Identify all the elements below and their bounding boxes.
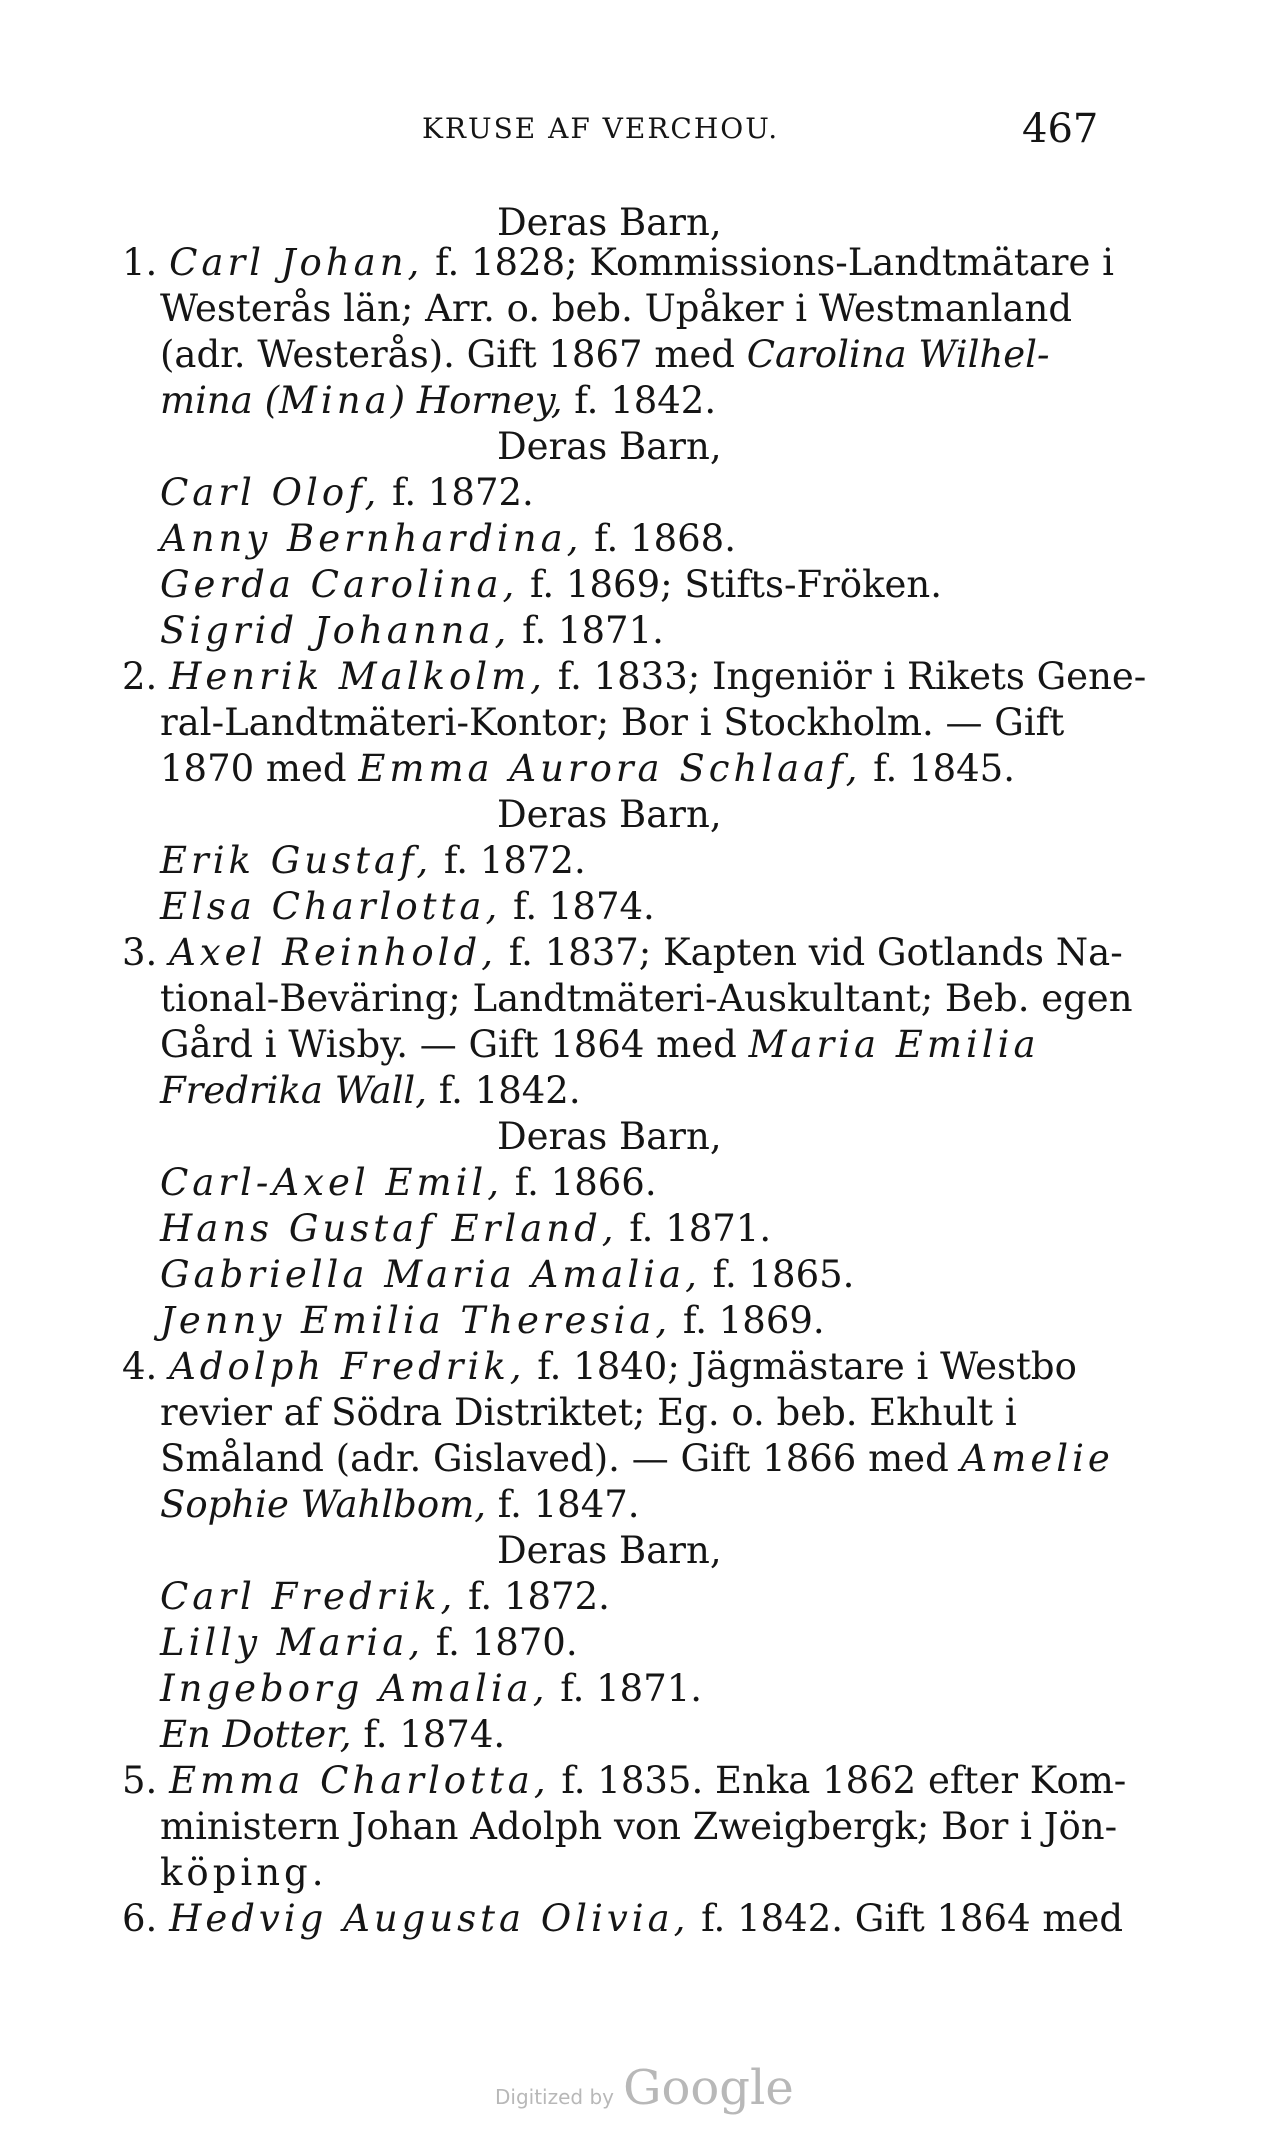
entry-text: f. 1865. [700,1253,855,1296]
entry-line [160,286,1072,332]
entry-line [160,1068,581,1114]
entry-text: f. 1847. [485,1483,640,1526]
entry-text: Westerås län; Arr. o. beb. Upåker i Westmanland [160,287,1073,330]
child-line [160,1160,657,1206]
entry-line [160,1482,640,1528]
entry-text: f. 1868. [582,517,736,560]
entry-text: köping. [160,1851,328,1894]
person-name: Emma Aurora Schlaaf, [358,747,862,790]
person-name: Axel Reinhold, [169,931,497,974]
entry-text: f. 1874. [501,885,655,928]
child-line [160,1252,854,1298]
entry-line [160,1804,1117,1850]
child-line [160,608,664,654]
entry-text: f. 1872. [432,839,586,882]
entry-text: Småland (adr. Gislaved). — Gift 1866 med [160,1437,961,1480]
section-heading [497,1528,722,1574]
person-name: Carl Johan, [169,241,424,284]
child-line [160,838,586,884]
person-name: mina ( [160,379,280,422]
entry-text: f. 1870. [424,1621,578,1664]
entry-text: 1870 med [160,747,359,790]
person-name: Hans Gustaf Erland, [160,1207,618,1250]
watermark-brand: Google [623,2060,794,2116]
entry-text: f. 1874. [351,1713,506,1756]
entry-text: f. 1871. [617,1207,772,1250]
person-name: Lilly Maria, [160,1621,425,1664]
entry-line [122,240,1114,286]
entry-text: f. 1828; Kommissions-Landtmätare i [423,241,1114,284]
entry-text: f. 1840; Jägmästare i Westbo [525,1345,1077,1388]
entry-number: 1. [122,241,158,284]
digitized-watermark [495,2060,794,2116]
heading-text: Deras Barn, [497,425,722,468]
entry-text: ral-Landtmäteri-Kontor; Bor i Stockholm. — Gift [160,701,1065,744]
person-name: Carolina Wilhel- [746,333,1050,376]
entry-line [160,1390,1017,1436]
entry-line [122,654,1146,700]
entry-text: f. 1842. [427,1069,581,1112]
entry-number: 2. [122,655,158,698]
person-name: Carl-Axel Emil, [160,1161,503,1204]
child-line [160,1620,578,1666]
person-name: Amelie [960,1437,1114,1480]
section-heading [497,424,722,470]
person-name: Adolph Fredrik, [169,1345,526,1388]
person-name: ) Horney, [390,379,563,422]
entry-text: ministern Johan Adolph von Zweigbergk; Bor i Jön- [160,1805,1118,1848]
entry-line [160,1850,328,1896]
child-line [160,1298,825,1344]
heading-text: Deras Barn, [497,793,722,836]
child-line [160,1574,610,1620]
entry-number: 3. [122,931,158,974]
person-name: Sophie Wahlbom, [160,1483,486,1526]
entry-text: f. 1872. [380,471,534,514]
entry-line [160,976,1133,1022]
entry-number: 5. [122,1759,158,1802]
child-line [160,1666,702,1712]
person-name: Gerda Carolina, [160,563,519,606]
person-name: Erik Gustaf, [160,839,433,882]
person-name: Ingeborg Amalia, [160,1667,549,1710]
entry-line [122,930,1123,976]
entry-line [122,1344,1077,1390]
entry-text: Gård i Wisby. — Gift 1864 med [160,1023,749,1066]
section-heading [497,1114,722,1160]
entry-line [160,746,1015,792]
person-name: Henrik Malkolm, [169,655,546,698]
entry-text: f. 1835. Enka 1862 efter Kom- [549,1759,1127,1802]
child-line [160,516,736,562]
entry-text: f. 1869. [671,1299,825,1342]
person-name: Emma Charlotta, [169,1759,550,1802]
entry-line [122,1758,1126,1804]
entry-text: f. 1869; Stifts-Fröken. [518,563,942,606]
entry-text: f. 1871. [510,609,664,652]
entry-text: f. 1833; Ingeniör i Rikets Gene- [545,655,1147,698]
running-header: KRUSE AF VERCHOU. [422,112,780,145]
heading-text: Deras Barn, [497,1115,722,1158]
heading-text: Deras Barn, [497,201,722,244]
person-name: Sigrid Johanna, [160,609,511,652]
person-name: En Dotter, [160,1713,352,1756]
entry-text: f. 1871. [548,1667,703,1710]
person-name: Fredrika Wall, [160,1069,428,1112]
entry-text: f. 1842. [562,379,717,422]
section-heading [497,792,722,838]
entry-text: revier af Södra Distriktet; Eg. o. beb. Ekhult i [160,1391,1017,1434]
person-name: Elsa Charlotta, [160,885,502,928]
entry-text: f. 1842. Gift 1864 med [689,1897,1124,1940]
child-line [160,1206,771,1252]
entry-line [122,1896,1123,1942]
child-line [160,470,534,516]
entry-text: (adr. Westerås). Gift 1867 med [160,333,747,376]
entry-number: 6. [122,1897,158,1940]
person-name: Anny Bernhardina, [160,517,583,560]
person-name: Hedvig Augusta Olivia, [169,1897,690,1940]
entry-text: f. 1837; Kapten vid Gotlands Na- [496,931,1123,974]
person-name: Carl Fredrik, [160,1575,457,1618]
child-line [160,1712,505,1758]
entry-number: 4. [122,1345,158,1388]
person-name: Jenny Emilia Theresia, [160,1299,672,1342]
child-line [160,884,655,930]
entry-text: tional-Beväring; Landtmäteri-Auskultant; Beb. egen [160,977,1133,1020]
person-name: Maria Emilia [748,1023,1040,1066]
entry-text: f. 1845. [861,747,1015,790]
watermark-prefix: Digitized by [495,2085,614,2109]
heading-text: Deras Barn, [497,1529,722,1572]
entry-text: f. 1872. [456,1575,610,1618]
child-line [160,562,942,608]
person-name: Carl Olof, [160,471,381,514]
entry-text: f. 1866. [503,1161,657,1204]
person-name: Gabriella Maria Amalia, [160,1253,701,1296]
page-number: 467 [1022,106,1099,152]
entry-line [160,1022,1040,1068]
entry-line [160,700,1064,746]
person-name: Mina [279,379,391,422]
entry-line [160,378,716,424]
entry-line [160,1436,1114,1482]
entry-line [160,332,1050,378]
